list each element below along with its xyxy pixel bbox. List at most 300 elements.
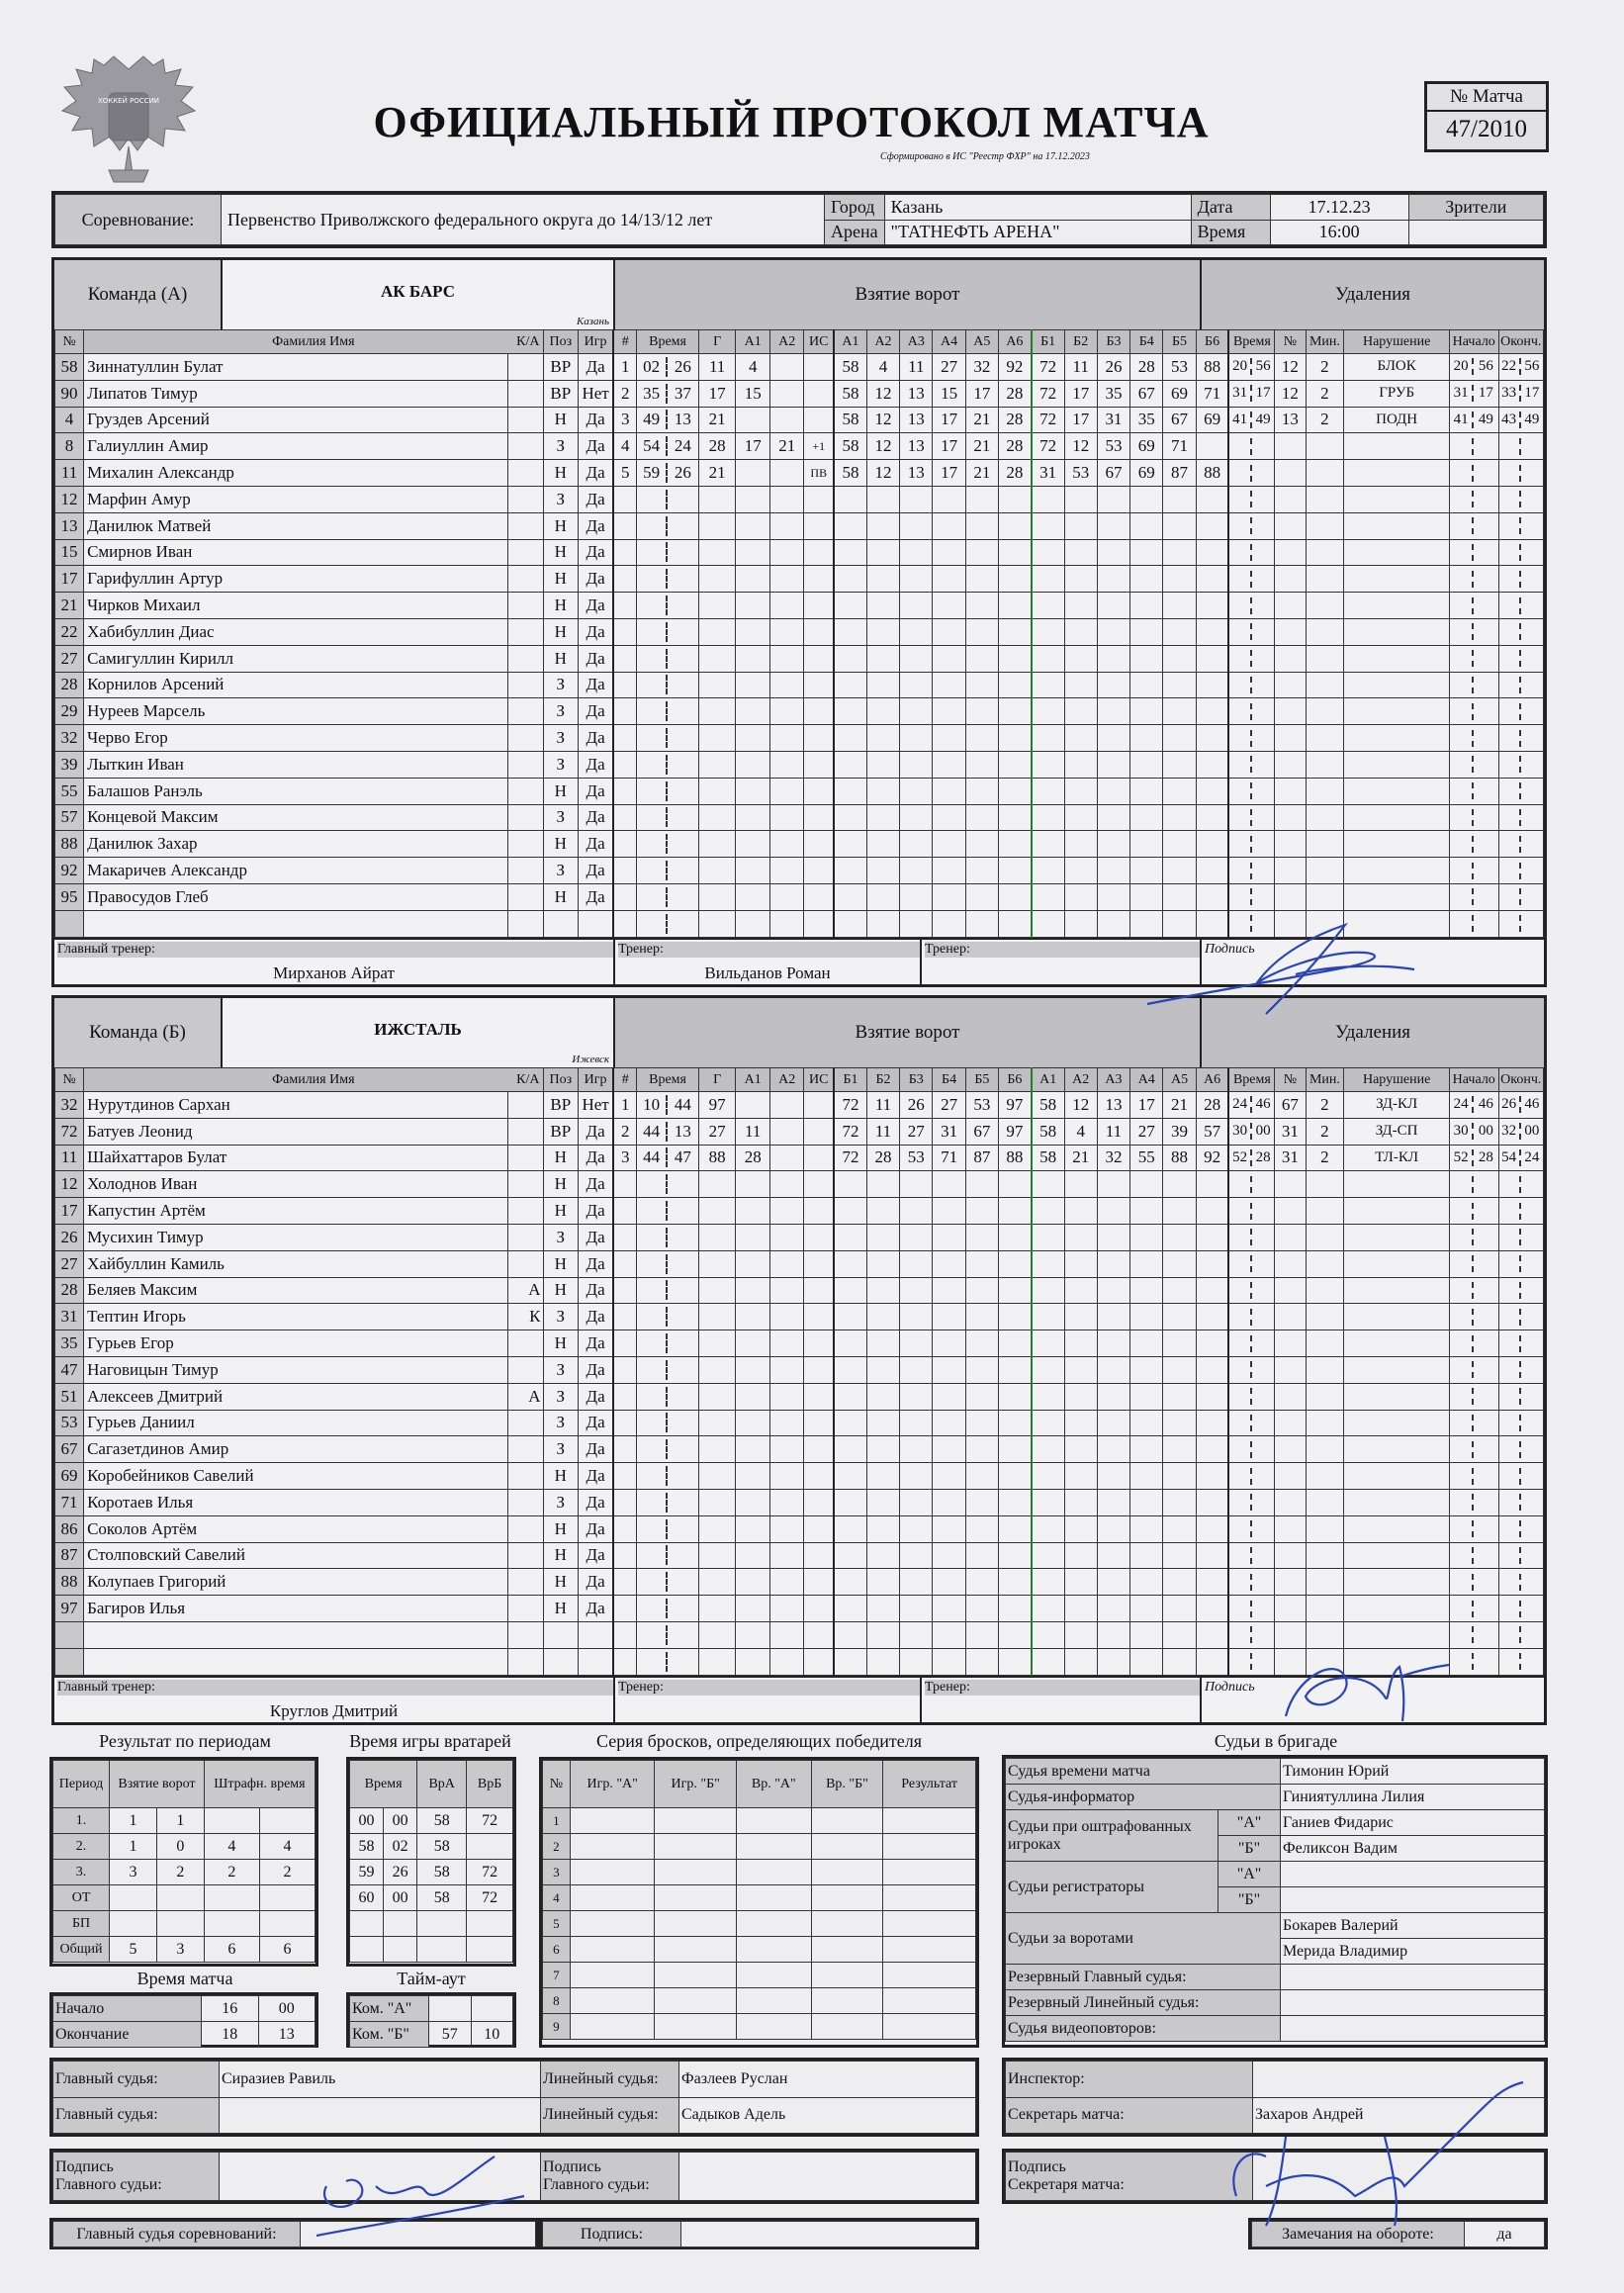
pen-end — [1498, 1569, 1543, 1596]
col-goal-2: Г — [698, 1068, 736, 1092]
goal-time — [637, 1463, 698, 1490]
player-pos: Н — [543, 1198, 579, 1225]
goal-onice — [1130, 1198, 1163, 1225]
goal-is — [804, 1383, 834, 1410]
goal-g — [698, 725, 736, 752]
pen-end — [1498, 1515, 1543, 1542]
player-number: 32 — [55, 725, 84, 752]
player-number: 35 — [55, 1330, 84, 1357]
sign-label: Подпись: — [543, 2222, 681, 2247]
pen-player: 67 — [1275, 1092, 1306, 1119]
pen-time: 20 56 — [1228, 354, 1274, 381]
pen-violation — [1344, 1224, 1450, 1250]
goal-g: 21 — [698, 407, 736, 433]
team_a-head-coach: Главный тренер: Мирханов Айрат — [54, 940, 615, 987]
goal-time — [637, 725, 698, 752]
team_b-head-coach: Главный тренер: Круглов Дмитрий — [54, 1678, 615, 1725]
goal-onice — [965, 566, 998, 593]
goal-onice — [834, 512, 866, 539]
player-number: 17 — [55, 566, 84, 593]
pen-end — [1498, 883, 1543, 910]
table-row — [55, 1118, 1544, 1145]
goal-onice — [1064, 831, 1097, 858]
reserve-line-value — [1281, 1990, 1545, 2016]
goal-is — [804, 354, 834, 381]
pen-time — [1228, 566, 1274, 593]
goalie-b: 72 — [467, 1808, 513, 1834]
col-onice-4: Б5 — [965, 1068, 998, 1092]
goal-n: 1 — [613, 354, 637, 381]
shootout-cell — [570, 1834, 655, 1860]
goal-onice — [998, 618, 1031, 645]
goalie-ss — [384, 1911, 417, 1937]
goal-onice: 28 — [998, 460, 1031, 487]
shootout-cell — [883, 1885, 976, 1911]
goal-onice: 17 — [1064, 407, 1097, 433]
goal-onice — [965, 1569, 998, 1596]
pen-time — [1228, 883, 1274, 910]
shootout-cell — [570, 1988, 655, 2014]
player-play: Да — [579, 1330, 614, 1357]
goal-time — [637, 486, 698, 512]
goal-onice — [1064, 1621, 1097, 1648]
goal-onice — [866, 831, 899, 858]
goal-onice — [900, 512, 933, 539]
goal-a2 — [769, 883, 803, 910]
pen-minutes — [1306, 725, 1344, 752]
shootout-cell — [570, 1911, 655, 1937]
goal-a2 — [769, 725, 803, 752]
start-minute: 00 — [258, 1996, 316, 2022]
player-pos: Н — [543, 831, 579, 858]
goal-onice — [900, 778, 933, 804]
goal-onice — [1064, 566, 1097, 593]
player-name: Коротаев Илья — [84, 1489, 508, 1515]
goal-onice — [1163, 1410, 1196, 1436]
goal-onice: 67 — [1130, 380, 1163, 407]
pen-end — [1498, 725, 1543, 752]
pen-time — [1228, 618, 1274, 645]
goal-onice: 31 — [933, 1118, 965, 1145]
pen-end — [1498, 1621, 1543, 1648]
goal-n — [613, 645, 637, 672]
goal-n — [613, 831, 637, 858]
goal-onice — [866, 1596, 899, 1622]
pen-start — [1449, 858, 1498, 884]
goal-onice — [1130, 645, 1163, 672]
goal-n — [613, 1171, 637, 1198]
pen-start: 30 00 — [1449, 1118, 1498, 1145]
goal-g — [698, 1621, 736, 1648]
goal-onice: 4 — [1064, 1118, 1097, 1145]
goal-onice — [998, 1304, 1031, 1330]
goal-time — [637, 698, 698, 725]
goal-onice — [1064, 1648, 1097, 1675]
goal-time: 44 47 — [637, 1145, 698, 1171]
player-pos: Н — [543, 593, 579, 619]
goal-onice: 88 — [1196, 460, 1228, 487]
goal-is — [804, 1515, 834, 1542]
pen-minutes — [1306, 1542, 1344, 1569]
goal-onice — [1196, 1330, 1228, 1357]
player-pos: Н — [543, 1277, 579, 1304]
goal-a1: 11 — [736, 1118, 769, 1145]
goal-onice — [1032, 1515, 1064, 1542]
player-pos: Н — [543, 1250, 579, 1277]
goal-onice — [900, 1515, 933, 1542]
goal-onice — [1196, 883, 1228, 910]
goal-onice — [1196, 1198, 1228, 1225]
goal-a1 — [736, 672, 769, 698]
goal-is — [804, 1356, 834, 1383]
period-ga: 3 — [110, 1860, 157, 1885]
goal-onice: 26 — [900, 1092, 933, 1119]
goal-onice — [998, 1250, 1031, 1277]
goal-onice: 27 — [900, 1118, 933, 1145]
goal-a2 — [769, 1092, 803, 1119]
pen-end — [1498, 1436, 1543, 1463]
goal-a1 — [736, 512, 769, 539]
shootout-cell — [811, 1988, 883, 2014]
goal-onice — [866, 1198, 899, 1225]
pen-end — [1498, 778, 1543, 804]
goalie-ss: 00 — [384, 1885, 417, 1911]
goal-g — [698, 1569, 736, 1596]
goal-onice: 27 — [933, 1092, 965, 1119]
goal-onice — [900, 858, 933, 884]
goal-time — [637, 778, 698, 804]
timekeeper-label: Судья времени матча — [1006, 1759, 1281, 1785]
goal-onice: 21 — [1163, 1092, 1196, 1119]
col-pen-3: Нарушение — [1344, 1068, 1450, 1092]
goal-time — [637, 1489, 698, 1515]
pen-start — [1449, 1277, 1498, 1304]
player-number: 4 — [55, 407, 84, 433]
player-pos: ВР — [543, 380, 579, 407]
player-pos: Н — [543, 1330, 579, 1357]
goal-a2 — [769, 1171, 803, 1198]
goal-a2: 21 — [769, 433, 803, 460]
shootout-cell — [811, 1963, 883, 1988]
goal-time — [637, 1542, 698, 1569]
table-row — [55, 354, 1544, 381]
goalie-a — [417, 1911, 467, 1937]
goal-a1 — [736, 1171, 769, 1198]
goal-onice: 11 — [1097, 1118, 1129, 1145]
goal-onice — [965, 804, 998, 831]
goal-a1 — [736, 1569, 769, 1596]
pen-start — [1449, 1356, 1498, 1383]
pen-player — [1275, 1250, 1306, 1277]
player-number: 32 — [55, 1092, 84, 1119]
goal-onice: 72 — [1032, 407, 1064, 433]
notes-value: да — [1465, 2222, 1545, 2247]
goal-onice — [1032, 1569, 1064, 1596]
pen-time: 31 17 — [1228, 380, 1274, 407]
col-goal-2: Г — [698, 330, 736, 354]
periods-title: Результат по периодам — [99, 1731, 271, 1751]
goal-onice — [1130, 1356, 1163, 1383]
player-name: Гарифуллин Артур — [84, 566, 508, 593]
goal-onice: 13 — [1097, 1092, 1129, 1119]
goal-onice: 32 — [1097, 1145, 1129, 1171]
goalies-header — [350, 1761, 513, 1808]
goal-onice: 28 — [998, 407, 1031, 433]
goal-onice: 28 — [998, 433, 1031, 460]
pen-end — [1498, 512, 1543, 539]
goal-a2 — [769, 1463, 803, 1490]
player-name: Наговицын Тимур — [84, 1356, 508, 1383]
goal-n — [613, 1383, 637, 1410]
goal-g — [698, 512, 736, 539]
goal-a2 — [769, 380, 803, 407]
pen-end — [1498, 1250, 1543, 1277]
goal-onice — [1163, 539, 1196, 566]
goal-onice: 87 — [965, 1145, 998, 1171]
player-pos: ВР — [543, 354, 579, 381]
timeout-a-label: Ком. "А" — [350, 1996, 429, 2022]
player-name: Галиуллин Амир — [84, 433, 508, 460]
player-play: Да — [579, 698, 614, 725]
pen-start — [1449, 1596, 1498, 1622]
pen-end — [1498, 486, 1543, 512]
goal-onice — [866, 804, 899, 831]
team_b-coach-2: Тренер: — [922, 1678, 1202, 1725]
penbox-a-value: Ганиев Фидарис — [1281, 1810, 1545, 1836]
goal-onice — [1064, 804, 1097, 831]
pen-minutes — [1306, 883, 1344, 910]
col-onice-1: А2 — [866, 330, 899, 354]
goal-onice — [1097, 1277, 1129, 1304]
goal-onice — [900, 1250, 933, 1277]
goal-a2 — [769, 1304, 803, 1330]
match-number-box — [1424, 81, 1549, 152]
player-number: 8 — [55, 433, 84, 460]
pen-end — [1498, 645, 1543, 672]
pen-violation — [1344, 1515, 1450, 1542]
goal-a1 — [736, 1621, 769, 1648]
goal-onice — [1130, 1489, 1163, 1515]
goal-onice — [1130, 778, 1163, 804]
pen-violation — [1344, 858, 1450, 884]
goal-g — [698, 858, 736, 884]
goal-a1: 15 — [736, 380, 769, 407]
shootout-no: 7 — [543, 1963, 571, 1988]
goal-onice — [900, 1542, 933, 1569]
player-play: Да — [579, 407, 614, 433]
goal-onice: 35 — [1097, 380, 1129, 407]
goal-onice — [834, 725, 866, 752]
goal-onice — [965, 1463, 998, 1490]
pen-minutes — [1306, 1383, 1344, 1410]
shootout-col-0: № — [543, 1761, 571, 1808]
pen-start — [1449, 645, 1498, 672]
goal-g — [698, 1330, 736, 1357]
goal-g — [698, 539, 736, 566]
pen-end — [1498, 1542, 1543, 1569]
pen-time: 41 49 — [1228, 407, 1274, 433]
video-judge-value — [1281, 2016, 1545, 2042]
shootout-cell — [736, 1988, 811, 2014]
table-row — [55, 1542, 1544, 1569]
goal-onice — [1196, 1356, 1228, 1383]
goal-onice — [998, 1383, 1031, 1410]
goal-onice — [933, 512, 965, 539]
goal-a1 — [736, 804, 769, 831]
goal-onice: 11 — [1064, 354, 1097, 381]
goal-judge-1: Бокарев Валерий — [1281, 1913, 1545, 1939]
player-ka — [507, 804, 543, 831]
goal-onice — [1032, 486, 1064, 512]
goal-onice: 12 — [1064, 1092, 1097, 1119]
shootout-cell — [736, 1834, 811, 1860]
goal-onice — [965, 486, 998, 512]
player-name: Смирнов Иван — [84, 539, 508, 566]
goal-time — [637, 566, 698, 593]
goal-g: 11 — [698, 354, 736, 381]
goal-time — [637, 1224, 698, 1250]
goal-g — [698, 1356, 736, 1383]
goal-onice — [866, 1542, 899, 1569]
pen-minutes — [1306, 1596, 1344, 1622]
goal-onice — [1196, 751, 1228, 778]
player-play: Да — [579, 1542, 614, 1569]
goal-is — [804, 566, 834, 593]
shootout-cell — [736, 1911, 811, 1937]
goal-onice — [1196, 1277, 1228, 1304]
goal-onice — [1032, 1330, 1064, 1357]
recorders-label: Судьи регистраторы — [1006, 1862, 1218, 1913]
col-pos: Поз — [543, 1068, 579, 1092]
goal-onice — [834, 1621, 866, 1648]
main-ref-1: Сиразиев Равиль — [220, 2062, 541, 2098]
goal-onice — [1097, 1463, 1129, 1490]
pen-start — [1449, 593, 1498, 619]
goal-onice — [965, 1621, 998, 1648]
col-pen-0: Время — [1228, 330, 1274, 354]
goal-onice — [866, 1356, 899, 1383]
player-ka — [507, 486, 543, 512]
goal-time — [637, 1277, 698, 1304]
goal-g — [698, 1596, 736, 1622]
col-pen-1: № — [1275, 1068, 1306, 1092]
pen-minutes — [1306, 460, 1344, 487]
pen-time — [1228, 1463, 1274, 1490]
goal-is — [804, 539, 834, 566]
pen-player — [1275, 725, 1306, 752]
time-value: 16:00 — [1270, 220, 1408, 245]
player-number: 11 — [55, 1145, 84, 1171]
goal-onice — [834, 804, 866, 831]
competition-bar — [51, 191, 1547, 248]
pen-start: 41 49 — [1449, 407, 1498, 433]
col-onice-3: А4 — [933, 330, 965, 354]
goal-n — [613, 1463, 637, 1490]
team_b-rows — [54, 1067, 1544, 1676]
player-number: 31 — [55, 1304, 84, 1330]
period-label: 1. — [53, 1808, 110, 1834]
pen-end — [1498, 698, 1543, 725]
goal-onice — [1130, 672, 1163, 698]
period-gb: 0 — [156, 1834, 204, 1860]
pen-player — [1275, 858, 1306, 884]
shootout-cell — [736, 1808, 811, 1834]
goal-onice — [1130, 1463, 1163, 1490]
informer-label: Судья-информатор — [1006, 1785, 1281, 1810]
goal-a1 — [736, 1304, 769, 1330]
pen-player — [1275, 618, 1306, 645]
team_b-name-cell — [223, 998, 613, 1067]
player-pos: Н — [543, 778, 579, 804]
goalie-mm: 59 — [350, 1860, 384, 1885]
col-onice-11: Б6 — [1196, 330, 1228, 354]
player-pos: З — [543, 672, 579, 698]
goal-onice — [1097, 883, 1129, 910]
player-number: 39 — [55, 751, 84, 778]
pen-minutes — [1306, 512, 1344, 539]
goal-is — [804, 1118, 834, 1145]
pen-end — [1498, 804, 1543, 831]
goal-is — [804, 1304, 834, 1330]
goal-onice — [900, 593, 933, 619]
goal-onice — [1163, 1250, 1196, 1277]
referees-title: Судьи в бригаде — [1214, 1731, 1338, 1751]
goal-onice — [933, 1436, 965, 1463]
goal-onice — [1032, 1198, 1064, 1225]
recorders-b-value — [1281, 1887, 1545, 1913]
goalies-col-a: ВрА — [417, 1761, 467, 1808]
player-name: Беляев Максим — [84, 1277, 508, 1304]
goal-n — [613, 1277, 637, 1304]
period-pa — [204, 1911, 259, 1937]
pen-player — [1275, 1542, 1306, 1569]
sign-value — [681, 2222, 976, 2247]
col-goal-3: А1 — [736, 1068, 769, 1092]
shootout-cell — [811, 1860, 883, 1885]
goal-onice — [834, 1330, 866, 1357]
player-number: 11 — [55, 460, 84, 487]
table-row — [55, 804, 1544, 831]
col-onice-2: А3 — [900, 330, 933, 354]
col-onice-0: Б1 — [834, 1068, 866, 1092]
goal-time — [637, 1648, 698, 1675]
goal-onice — [1196, 858, 1228, 884]
pen-player — [1275, 1410, 1306, 1436]
goal-is — [804, 1198, 834, 1225]
player-ka — [507, 778, 543, 804]
pen-start — [1449, 566, 1498, 593]
shootout-cell — [883, 1963, 976, 1988]
shootout-cell — [570, 1808, 655, 1834]
goal-onice — [1196, 1436, 1228, 1463]
col-onice-3: Б4 — [933, 1068, 965, 1092]
periods-header — [53, 1761, 316, 1808]
goal-onice: 53 — [965, 1092, 998, 1119]
goal-onice: 4 — [866, 354, 899, 381]
goal-onice — [866, 1277, 899, 1304]
player-name: Капустин Артём — [84, 1198, 508, 1225]
goal-onice — [1097, 1224, 1129, 1250]
goal-onice — [900, 1304, 933, 1330]
goal-onice — [1032, 539, 1064, 566]
goal-onice — [1196, 698, 1228, 725]
pen-player — [1275, 778, 1306, 804]
pen-end — [1498, 1304, 1543, 1330]
player-ka — [507, 858, 543, 884]
table-row — [55, 1596, 1544, 1622]
goal-onice — [933, 1383, 965, 1410]
pen-violation — [1344, 1383, 1450, 1410]
